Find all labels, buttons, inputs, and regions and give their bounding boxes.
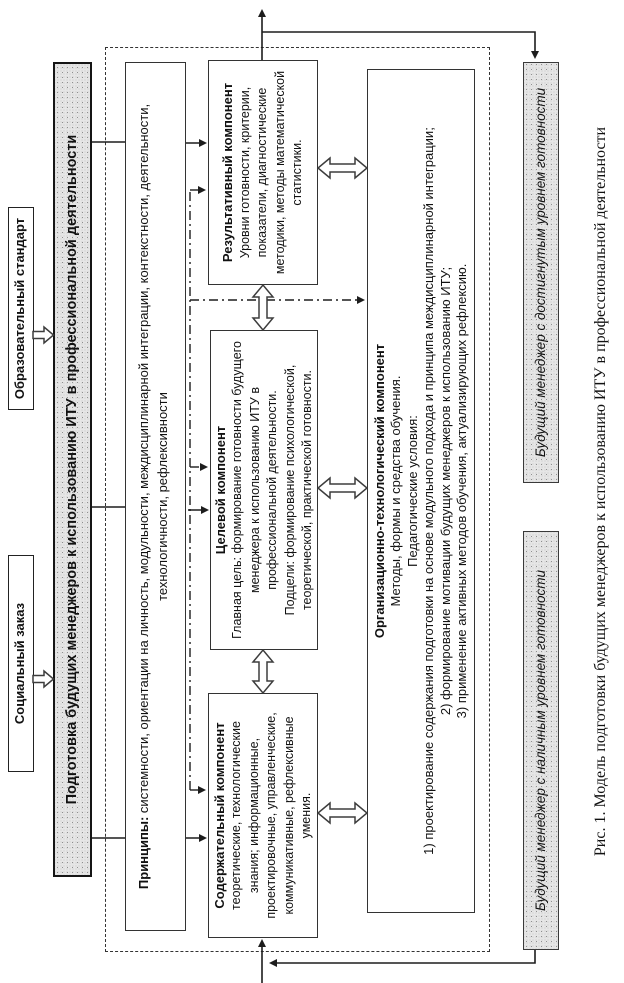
figure-caption: Рис. 1. Модель подготовки будущих менеджеров к использованию ИТУ в профессиональной деятельности xyxy=(592,126,609,857)
orgtech-methods-line: Методы, формы и средства обучения. xyxy=(388,375,403,607)
result-component-title: Результативный компонент xyxy=(220,82,236,263)
outcome-achieved-box xyxy=(523,62,559,483)
orgtech-component-box xyxy=(367,69,475,913)
content-component-title: Содержательный компонент xyxy=(211,722,227,909)
outcome-initial-box xyxy=(523,531,559,950)
outcome-initial-label: Будущий менеджер с наличным уровнем готовности xyxy=(533,569,548,912)
principles-list: системности, ориентации на личность, модульности, междисциплинарной интеграции, контекстности, деятельности, технологичности, рефлексивности xyxy=(136,103,170,814)
outcome-achieved-label: Будущий менеджер с достигнутым уровнем готовности xyxy=(533,87,548,458)
edu-standard-box xyxy=(8,207,34,410)
orgtech-condition-1: 1) проектирование содержания подготовки на основе модульного подхода и принципа междисциплинарной интеграции; xyxy=(421,127,436,855)
title-bar-label: Подготовка будущих менеджеров к использованию ИТУ в профессиональной деятельности xyxy=(64,134,80,805)
title-bar xyxy=(53,62,92,877)
content-component-box xyxy=(208,693,318,938)
block-arrow-standard-icon xyxy=(33,327,54,343)
orgtech-condition-3: 3) применение активных методов обучения, актуализирующих рефлексию. xyxy=(454,263,469,719)
principles-box xyxy=(125,62,186,931)
social-order-box xyxy=(8,555,34,772)
principles-label: Принципы: xyxy=(136,816,151,890)
block-arrow-social-icon xyxy=(33,671,54,687)
orgtech-component-title: Организационно-технологический компонент xyxy=(371,343,387,639)
content-component-body: теоретические, технологические знания; информационные, проектировочные, управленческие, коммуникативные, рефлексивные умения. xyxy=(229,712,313,919)
edu-standard-label: Образовательный стандарт xyxy=(12,217,27,400)
target-component-title: Целевой компонент xyxy=(212,425,228,555)
target-component-goal: Главная цель: формирование готовности будущего менеджера к использованию ИТУ в профессиональной деятельности. xyxy=(230,341,279,639)
social-order-label: Социальный заказ xyxy=(12,602,27,725)
result-component-body: Уровни готовности, критерии, показатели, диагностические методики, методы математической статистики. xyxy=(237,70,305,275)
target-component-subgoals: Подцели: формирование психологической, теоретической, практической готовности. xyxy=(282,364,314,616)
target-component-box xyxy=(210,330,318,650)
result-component-box xyxy=(208,60,318,285)
orgtech-condition-2: 2) формирование мотивации будущих менеджеров к использованию ИТУ; xyxy=(437,266,453,716)
orgtech-conditions-label: Педагогические условия: xyxy=(404,415,420,567)
